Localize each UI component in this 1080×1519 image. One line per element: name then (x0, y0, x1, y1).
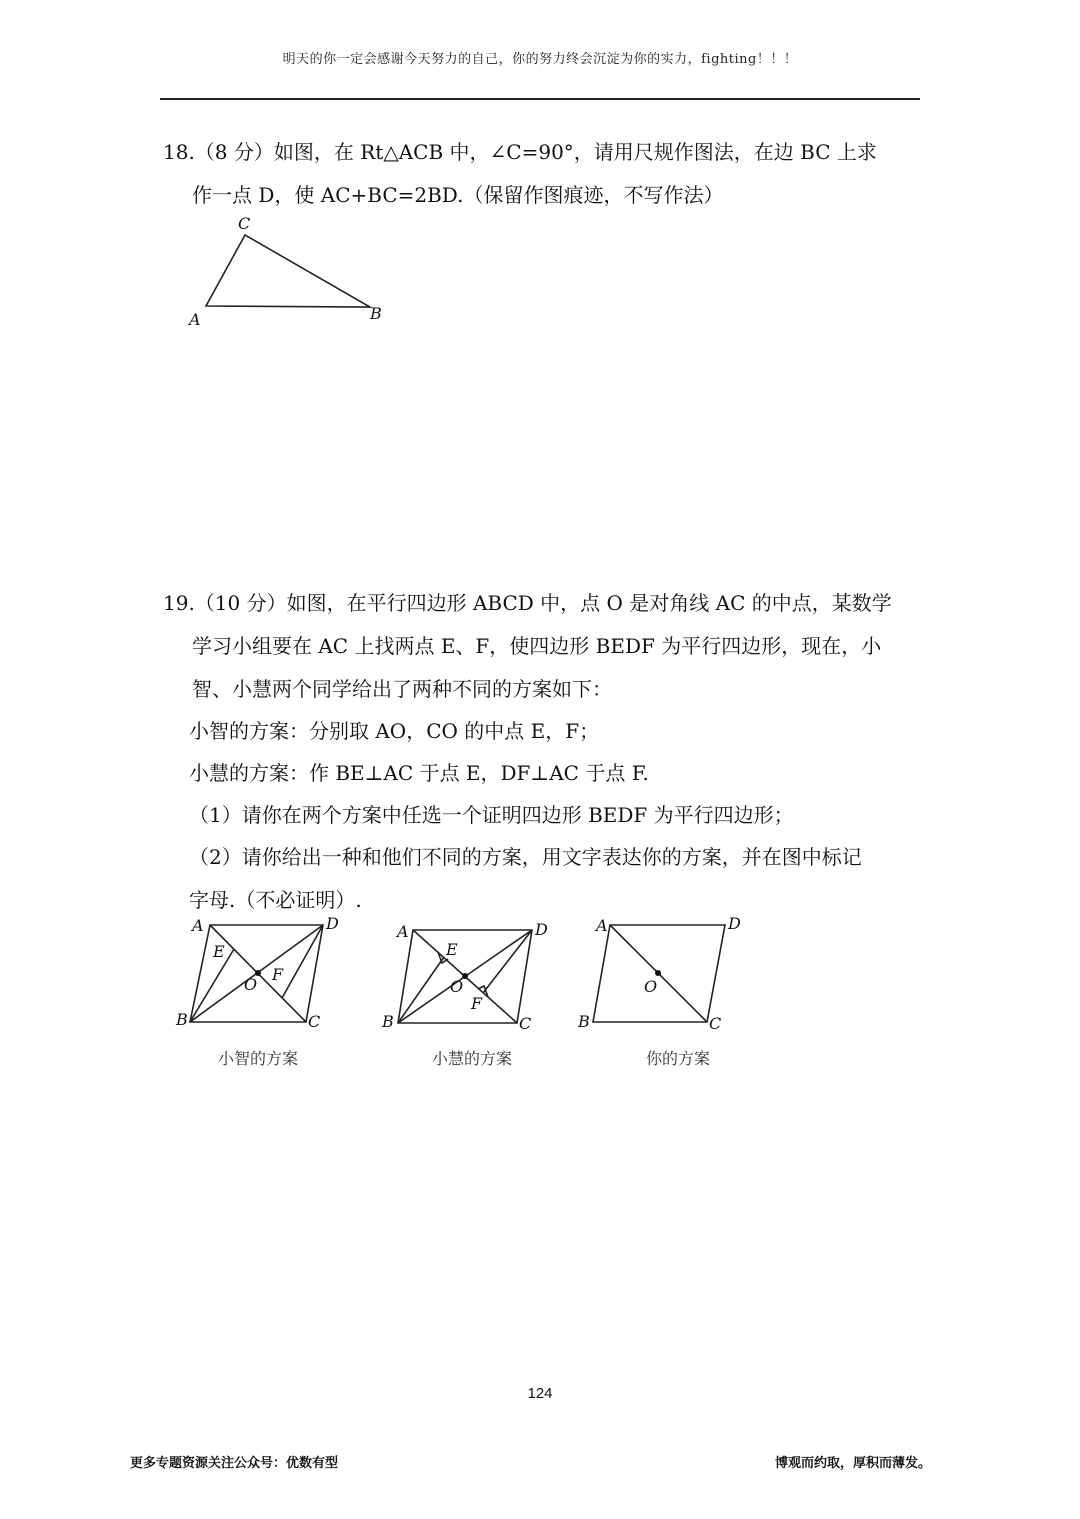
fig3-label-a: A (596, 916, 608, 935)
fig1-label-c: C (308, 1012, 321, 1031)
q19-line-3: 智、小慧两个同学给出了两种不同的方案如下： (192, 677, 612, 701)
segment-be (398, 957, 444, 1023)
fig3-label-d: D (728, 914, 741, 933)
fig3-label-o: O (644, 977, 658, 996)
q19-line-7: （2）请你给出一种和他们不同的方案，用文字表达你的方案，并在图中标记 (189, 845, 862, 869)
footer-right-motto: 博观而约取，厚积而薄发。 (775, 1456, 932, 1471)
fig1-caption: 小智的方案 (218, 1049, 299, 1068)
point-o (655, 970, 661, 976)
q19-line-6: （1）请你在两个方案中任选一个证明四边形 BEDF 为平行四边形； (189, 803, 794, 827)
fig1-label-d: D (326, 914, 339, 933)
q18-label-a: A (189, 310, 201, 329)
segment-df (483, 930, 532, 993)
q19-line-5: 小慧的方案：作 BE⊥AC 于点 E，DF⊥AC 于点 F. (189, 761, 649, 785)
fig2-label-b: B (382, 1012, 394, 1031)
fig1-label-b: B (176, 1010, 188, 1029)
page-header-motto: 明天的你一定会感谢今天努力的自己，你的努力终会沉淀为你的实力，fighting！！！ (282, 52, 798, 67)
q19-line-8: 字母.（不必证明）. (189, 888, 362, 912)
fig2-label-d: D (535, 920, 548, 939)
fig1-label-f: F (272, 965, 284, 984)
page-number: 124 (527, 1385, 553, 1402)
fig2-caption: 小慧的方案 (432, 1049, 513, 1068)
fig2-label-o: O (450, 977, 464, 996)
fig1-label-a: A (192, 916, 204, 935)
q18-label-c: C (238, 214, 251, 233)
fig2-label-c: C (519, 1014, 532, 1033)
q19-line-1: 19.（10 分）如图，在平行四边形 ABCD 中，点 O 是对角线 AC 的中点，某数学 (163, 591, 892, 615)
fig2-label-e: E (446, 940, 458, 959)
fig3-caption: 你的方案 (646, 1049, 711, 1068)
triangle-acb (206, 235, 370, 307)
fig3-label-b: B (578, 1012, 590, 1031)
q18-line-1: 18.（8 分）如图，在 Rt△ACB 中，∠C=90°，请用尺规作图法，在边 BC 上求 (163, 140, 877, 164)
segment-be (190, 949, 234, 1022)
q18-triangle-figure (180, 210, 400, 335)
q18-label-b: B (370, 304, 382, 323)
fig2-label-a: A (397, 922, 409, 941)
footer-left-note: 更多专题资源关注公众号：优数有型 (130, 1456, 339, 1471)
fig1-label-o: O (244, 975, 258, 994)
q19-line-4: 小智的方案：分别取 AO，CO 的中点 E，F； (189, 719, 600, 743)
q19-line-2: 学习小组要在 AC 上找两点 E、F，使四边形 BEDF 为平行四边形，现在，小 (192, 634, 882, 658)
q18-line-2: 作一点 D，使 AC+BC=2BD.（保留作图痕迹，不写作法） (192, 183, 724, 207)
header-divider (160, 98, 920, 100)
fig2-label-f: F (471, 994, 483, 1013)
fig1-label-e: E (213, 942, 225, 961)
fig3-label-c: C (709, 1014, 722, 1033)
